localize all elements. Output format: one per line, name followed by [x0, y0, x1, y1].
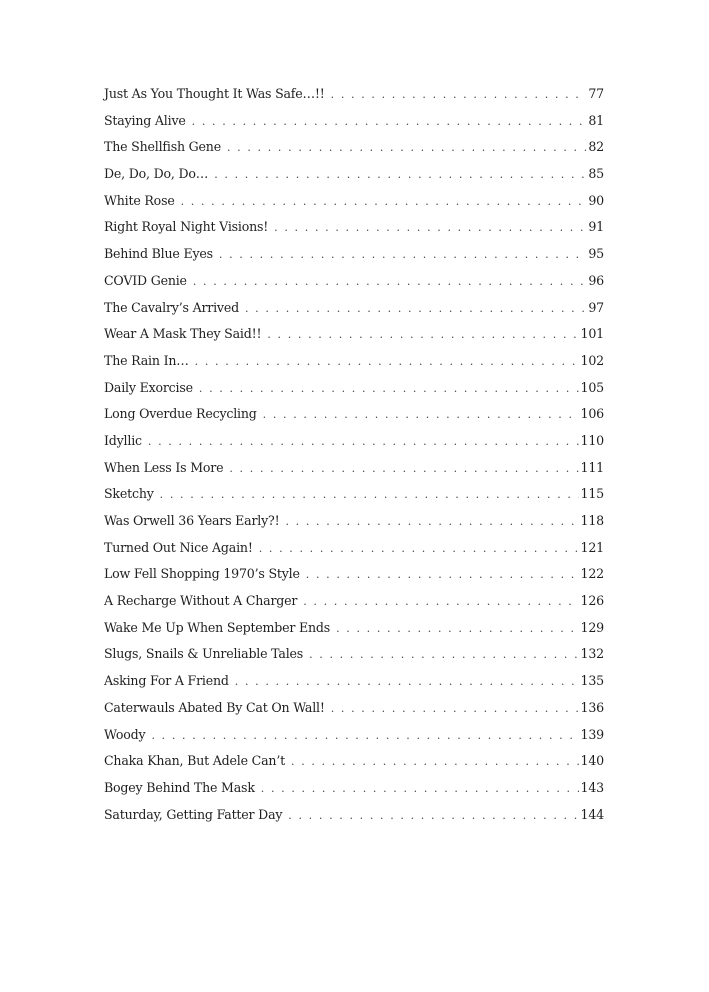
toc-entry-title: White Rose: [104, 192, 175, 208]
toc-dot-leader: [309, 648, 578, 661]
toc-entry: [104, 700, 604, 727]
toc-entry-page: 105: [580, 379, 604, 395]
toc-entry: [104, 807, 604, 834]
toc-entry-title: De, Do, Do, Do…: [104, 166, 209, 182]
toc-entry-title: Just As You Thought It Was Safe…!!: [104, 86, 325, 101]
toc-dot-leader: [267, 328, 578, 341]
toc-entry: [104, 406, 604, 433]
toc-entry-title: COVID Genie: [104, 272, 187, 288]
toc-entry-title: Behind Blue Eyes: [104, 246, 213, 262]
toc-entry: [104, 273, 604, 300]
toc-dot-leader: [306, 568, 579, 581]
toc-entry: [104, 646, 604, 673]
toc-entry-page: 139: [580, 726, 604, 742]
toc-dot-leader: [235, 675, 579, 688]
toc-entry-page: 82: [588, 139, 604, 155]
toc-dot-leader: [259, 542, 579, 555]
toc-entry-title: Slugs, Snails & Unreliable Tales: [104, 646, 304, 662]
toc-entry-page: 106: [580, 406, 604, 422]
toc-entry-title: Was Orwell 36 Years Early?!: [104, 513, 280, 528]
toc-dot-leader: [261, 782, 579, 795]
toc-dot-leader: [219, 248, 586, 261]
toc-entry: [104, 673, 604, 700]
toc-entry-page: 91: [588, 219, 604, 235]
toc-dot-leader: [160, 488, 579, 501]
toc-entry-page: 143: [580, 779, 604, 795]
toc-entry: [104, 219, 604, 246]
toc-entry: [104, 460, 604, 487]
toc-dot-leader: [148, 435, 579, 448]
toc-dot-leader: [336, 622, 578, 635]
toc-entry-page: 85: [588, 166, 604, 182]
toc-dot-leader: [245, 302, 586, 315]
toc-entry: [104, 486, 604, 513]
toc-entry-page: 81: [588, 112, 604, 128]
toc-entry-title: The Rain In…: [104, 352, 189, 368]
toc-entry: [104, 433, 604, 460]
toc-entry-title: Idyllic: [104, 432, 142, 448]
toc-entry: [104, 193, 604, 220]
toc-entry-title: Saturday, Getting Fatter Day: [104, 806, 283, 822]
toc-entry-title: Bogey Behind The Mask: [104, 779, 255, 795]
toc-entry-page: 126: [580, 593, 604, 609]
toc-entry-page: 132: [580, 646, 604, 662]
toc-entry: [104, 780, 604, 807]
toc-entry-page: 140: [580, 753, 604, 769]
toc-entry-page: 136: [580, 699, 604, 715]
toc-entry-title: Daily Exorcise: [104, 379, 193, 395]
toc-entry: [104, 326, 604, 353]
toc-dot-leader: [263, 408, 579, 421]
toc-entry-title: Staying Alive: [104, 112, 186, 128]
toc-entry-page: 95: [588, 246, 604, 262]
toc-entry-title: The Shellfish Gene: [104, 139, 221, 155]
toc-dot-leader: [214, 168, 586, 181]
toc-entry-page: 121: [580, 539, 604, 555]
toc-entry-page: 144: [580, 806, 604, 822]
toc-entry-page: 111: [580, 459, 604, 475]
toc-entry-page: 115: [580, 486, 604, 502]
toc-dot-leader: [193, 275, 587, 288]
toc-entry: [104, 593, 604, 620]
toc-entry-page: 97: [588, 299, 604, 315]
toc-entry-page: 77: [588, 86, 604, 101]
toc-entry: [104, 380, 604, 407]
toc-entry-title: Wake Me Up When September Ends: [104, 619, 331, 635]
toc-entry-page: 90: [588, 192, 604, 208]
toc-entry-page: 110: [580, 432, 604, 448]
toc-dot-leader: [291, 755, 579, 768]
toc-entry-title: Long Overdue Recycling: [104, 406, 257, 422]
toc-dot-leader: [288, 809, 578, 822]
toc-entry: [104, 566, 604, 593]
toc-entry-title: A Recharge Without A Charger: [104, 593, 298, 609]
toc-entry: [104, 540, 604, 567]
toc-entry: [104, 753, 604, 780]
toc-dot-leader: [195, 355, 579, 368]
toc-entry-title: Low Fell Shopping 1970’s Style: [104, 566, 300, 582]
toc-dot-leader: [303, 595, 578, 608]
toc-dot-leader: [227, 141, 586, 154]
toc-entry: [104, 139, 604, 166]
toc-entry: [104, 353, 604, 380]
toc-entry-page: 118: [580, 513, 604, 528]
toc-entry-page: 122: [580, 566, 604, 582]
toc-entry-title: When Less Is More: [104, 459, 224, 475]
toc-entry: [104, 246, 604, 273]
toc-dot-leader: [151, 729, 578, 742]
toc-entry-page: 101: [580, 326, 604, 342]
toc-entry: [104, 620, 604, 647]
toc-entry: [104, 727, 604, 754]
toc-entry-title: Wear A Mask They Said!!: [104, 326, 262, 342]
toc-entry-title: Chaka Khan, But Adele Can’t: [104, 753, 285, 769]
toc-dot-leader: [181, 195, 587, 208]
table-of-contents: [104, 86, 604, 833]
toc-dot-leader: [331, 88, 587, 101]
toc-entry-title: The Cavalry’s Arrived: [104, 299, 239, 315]
toc-dot-leader: [192, 115, 587, 128]
toc-entry: [104, 86, 604, 113]
toc-entry-title: Right Royal Night Visions!: [104, 219, 269, 235]
toc-dot-leader: [229, 462, 578, 475]
toc-entry: [104, 513, 604, 540]
toc-entry: [104, 300, 604, 327]
toc-entry-page: 96: [588, 272, 604, 288]
toc-entry-title: Woody: [104, 726, 146, 742]
toc-entry-title: Caterwauls Abated By Cat On Wall!: [104, 699, 325, 715]
toc-entry-page: 129: [580, 619, 604, 635]
toc-dot-leader: [285, 515, 578, 528]
toc-dot-leader: [274, 221, 586, 234]
toc-entry-title: Turned Out Nice Again!: [104, 539, 253, 555]
toc-entry: [104, 113, 604, 140]
toc-dot-leader: [199, 382, 579, 395]
toc-entry-page: 135: [580, 673, 604, 689]
toc-entry: [104, 166, 604, 193]
toc-entry-title: Sketchy: [104, 486, 154, 502]
toc-dot-leader: [331, 702, 579, 715]
toc-entry-page: 102: [580, 352, 604, 368]
toc-entry-title: Asking For A Friend: [104, 673, 229, 689]
